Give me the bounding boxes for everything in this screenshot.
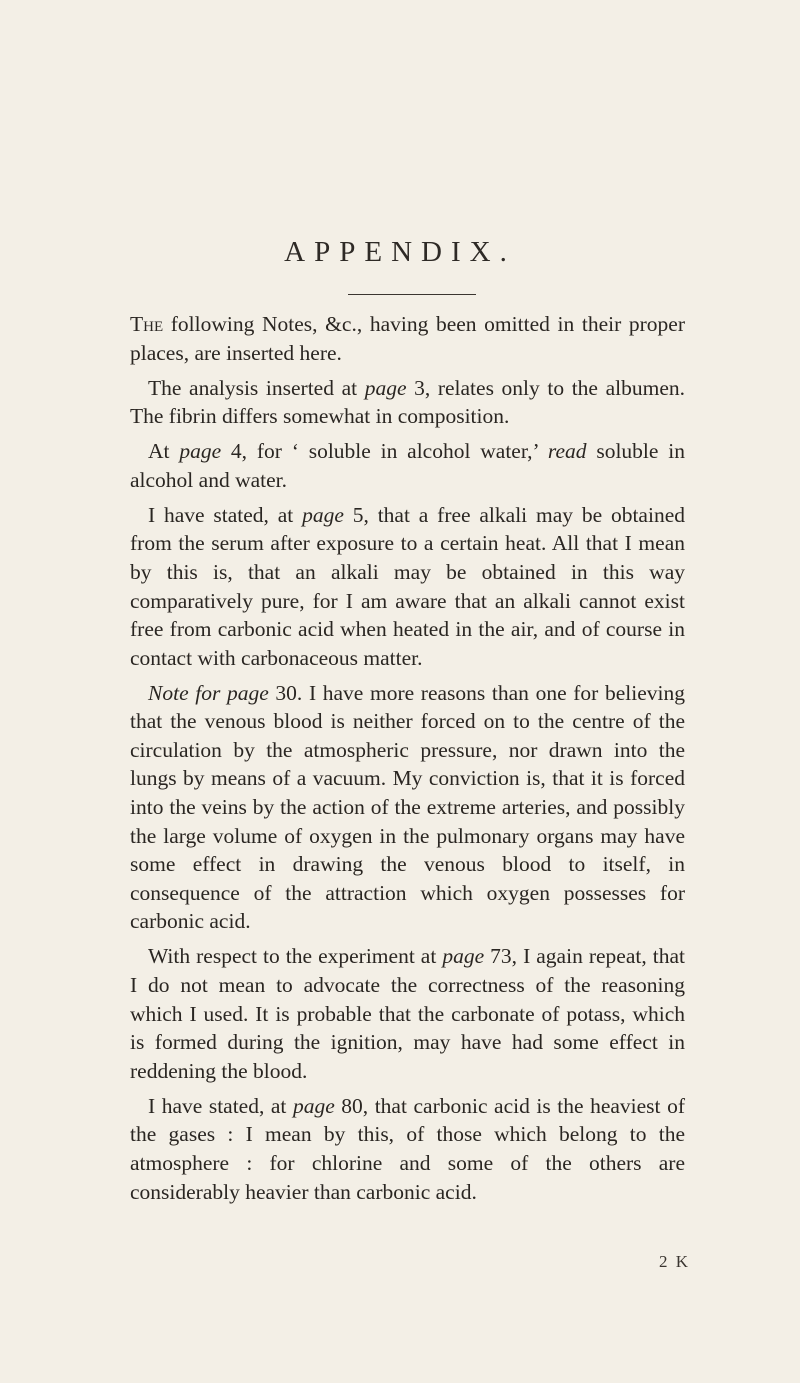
paragraph-text: 3, relates only to the albumen. The fibrin differs somewhat in composition. [130, 375, 685, 429]
paragraph-text: soluble in alcohol and water. [130, 439, 685, 492]
paragraph-6 [130, 942, 685, 1085]
note-heading: Note for page [148, 680, 269, 705]
paragraph-5 [130, 679, 685, 936]
page-reference: page [302, 502, 344, 527]
paragraph-text: At [148, 439, 180, 464]
paragraph-text: 80, that carbonic acid is the heaviest of the gases : I mean by this, of those which belong to the atmosphere : for chlorine and some of the others are considerably heavier than carbonic acid. [130, 1093, 685, 1204]
page-reference: page [442, 944, 485, 969]
page-reference: page [364, 375, 407, 400]
paragraph-2 [130, 374, 685, 431]
page-reference: page [292, 1093, 335, 1118]
paragraph-text: 4, for ‘ soluble in alcohol water,’ [221, 439, 548, 464]
page-reference: page [179, 439, 222, 464]
paragraph-text: 73, I again repeat, that I do not mean to advocate the correctness of the reasoning which I used. It is probable that the carbonate of potass, which is formed during the ignition, may have had some effect in reddening the blood. [130, 944, 685, 1083]
signature-mark: 2 K [659, 1252, 691, 1271]
correction-keyword: read [547, 439, 587, 464]
body-text [130, 310, 685, 1213]
paragraph-lead-word: The [130, 312, 164, 336]
paragraph-3 [130, 437, 685, 494]
paragraph-4 [130, 501, 685, 673]
paragraph-1 [130, 310, 685, 367]
paragraph-text: I have stated, at [148, 502, 303, 527]
paragraph-text: The analysis inserted at [148, 375, 365, 400]
paragraph-text: 5, that a free alkali may be obtained from the serum after exposure to a certain heat. All that I mean by this is, that an alkali may be obtained in this way comparatively pure, for I am aware that an alkali cannot exist free from carbonic acid when heated in the air, and of course in contact with carbonaceous matter. [130, 502, 685, 670]
title-rule [348, 294, 476, 295]
paragraph-text: I have stated, at [148, 1093, 293, 1118]
paragraph-text: following Notes, &c., having been omitted in their proper places, are inserted here. [130, 312, 685, 365]
paragraph-text: 30. I have more reasons than one for believing that the venous blood is neither forced on to the centre of the circulation by the atmospheric pressure, nor drawn into the lungs by means of a vacuum. My conviction is, that it is forced into the veins by the action of the extreme arteries, and possibly the large volume of oxygen in the pulmonary organs may have some effect in drawing the venous blood to itself, in consequence of the attraction which oxygen possesses for carbonic acid. [130, 680, 685, 934]
page-title: APPENDIX. [284, 236, 516, 268]
paragraph-text: With respect to the experiment at [148, 944, 443, 969]
paragraph-7 [130, 1092, 685, 1206]
